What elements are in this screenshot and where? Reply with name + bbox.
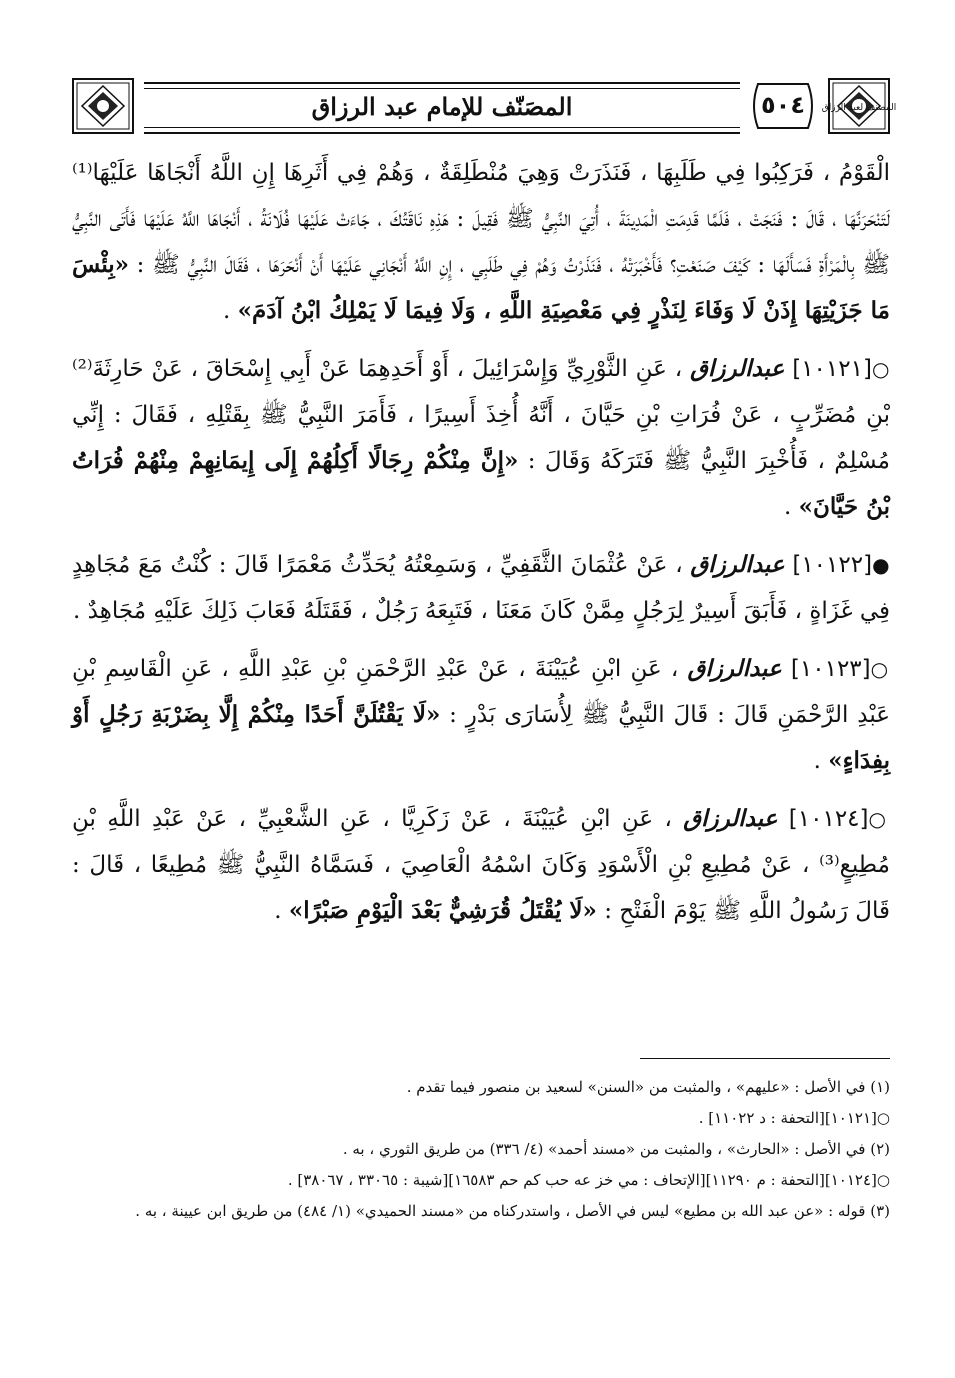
paragraph-tail: . (274, 898, 289, 924)
hadith-entry (72, 542, 890, 634)
page-number-box (748, 80, 818, 132)
ornamental-pattern-icon (72, 78, 134, 134)
paragraph-text: الْقَوْمُ ، فَرَكِبُوا فِي طَلَبِهَا ، فَنَذَرَتْ وَهِيَ مُنْطَلِقَةٌ ، وَهُمْ فِي أَثَرِهَا إِنِ اللَّهُ أَنْجَاهَا عَلَيْهَا⁽¹⁾ لَتَنْحَرَنَّهَا ، قَالَ : فَنَجَتْ ، فَلَمَّا قَدِمَتِ الْمَدِينَةَ ، أُتِيَ النَّبِيُّ ﷺ فَقِيلَ : هَذِهِ نَاقَتُكَ ، جَاءَتْ عَلَيْهَا فُلَانَةُ ، أَنْجَاهَا اللَّهُ عَلَيْهَا فَأَتَى النَّبِيُّ ﷺ بِالْمَرْأَةِ فَسَأَلَهَا : كَيْفَ صَنَعْتِ؟ فَأَخْبَرَتْهُ ، فَنَذَرْتُ وَهُمْ فِي طَلَبِي ، إِنِ اللَّهُ أَنْجَانِي عَلَيْهَا أَنْ أَنْحَرَهَا ، فَقَالَ النَّبِيُّ ﷺ : (72, 160, 891, 278)
paragraph-tail: . (784, 494, 799, 520)
hadith-text: «بِئْسَ مَا جَزَيْتِهَا إِذَنْ لَا وَفَاءَ لِنَذْرٍ فِي مَعْصِيَةِ اللَّهِ ، وَلَا فِيمَا لَا يَمْلِكُ ابْنُ آدَمَ» (72, 251, 890, 324)
footnote: (٢) في الأصل : «الحارث» ، والمثبت من «مسند أحمد» (٤/ ٣٣٦) من طريق الثوري ، به . (342, 1140, 890, 1158)
paragraph-text: ، عَنْ عُثْمَانَ الثَّقَفِيِّ ، وَسَمِعْتُهُ يُحَدِّثُ مَعْمَرًا قَالَ : كُنْتُ مَعَ مُجَاهِدٍ فِي غَزَاةٍ ، فَأَبَقَ أَسِيرٌ لِرَجُلٍ مِمَّنْ كَانَ مَعَنَا ، فَتَبِعَهُ رَجُلٌ ، فَقَتَلَهُ فَعَابَ ذَلِكَ عَلَيْهِ مُجَاهِدٌ . (72, 552, 890, 624)
emblem-text: المصنف لعبد الرزاق (821, 103, 897, 113)
entry-marker: ○ (868, 807, 891, 831)
footnote: (١) في الأصل : «عليهم» ، والمثبت من «السنن» لسعيد بن منصور فيما تقدم . (406, 1078, 890, 1096)
footnote: ○[١٠١٢١][التحفة : د ١١٠٢٢] . (698, 1109, 890, 1127)
entry-marker: ○ (871, 357, 890, 381)
narrator-name: عبدالرزاق (690, 355, 785, 382)
main-text (72, 150, 890, 946)
hadith-number: [١٠١٢٢] (792, 552, 873, 578)
narrator-name: عبدالرزاق (687, 655, 782, 682)
footnotes (72, 1072, 890, 1227)
narrator-name: عبدالرزاق (690, 551, 785, 578)
page-number: ٥٠٤ (761, 91, 805, 119)
running-title: المصَنّف للإمام عبد الرزاق (311, 92, 573, 121)
hadith-text: «لَا يَقْتُلَنَّ أَحَدًا مِنْكُمْ إِلَّا بِضَرْبَةِ رَجُلٍ أَوْ بِفِدَاءٍ» (72, 701, 890, 774)
paragraph-tail: . (813, 748, 829, 774)
paragraph-text: ، عَنِ الثَّوْرِيِّ وَإِسْرَائِيلَ ، أَوْ أَحَدِهِمَا عَنْ أَبِي إِسْحَاقَ ، عَنْ حَارِثَةَ⁽²⁾ بْنِ مُضَرِّبٍ ، عَنْ فُرَاتِ بْنِ حَيَّانَ ، أَنَّهُ أُخِذَ أَسِيرًا ، فَأَمَرَ النَّبِيُّ ﷺ بِقَتْلِهِ ، فَقَالَ : إِنِّي مُسْلِمٌ ، فَأُخْبِرَ النَّبِيُّ ﷺ فَتَرَكَهُ وَقَالَ : (72, 356, 890, 474)
footnote: (٣) قوله : «عن عبد الله بن مطيع» ليس في الأصل ، واستدركناه من «مسند الحميدي» (١/ ٤٨٤) من طريق ابن عيينة ، به . (135, 1202, 890, 1220)
page-header (72, 78, 897, 134)
paragraph-text: ، عَنِ ابْنِ عُيَيْنَةَ ، عَنْ عَبْدِ الرَّحْمَنِ بْنِ عَبْدِ اللَّهِ ، عَنِ الْقَاسِمِ بْنِ عَبْدِ الرَّحْمَنِ قَالَ : قَالَ النَّبِيُّ ﷺ لِأُسَارَى بَدْرٍ : (72, 656, 890, 728)
footnote-divider (640, 1058, 890, 1059)
hadith-entry (72, 646, 890, 784)
footnote: ○[١٠١٢٤][التحفة : م ١١٢٩٠][الإتحاف : مي خز عه حب كم حم ١٦٥٨٣][شيبة : ٣٣٠٦٥ ، ٣٨٠٦٧] . (287, 1171, 890, 1189)
narrator-name: عبدالرزاق (683, 805, 778, 832)
paragraph-text: ، عَنِ ابْنِ عُيَيْنَةَ ، عَنْ زَكَرِيَّا ، عَنِ الشَّعْبِيِّ ، عَنْ عَبْدِ اللَّهِ بْنِ مُطِيعٍ⁽³⁾ ، عَنْ مُطِيعِ بْنِ الْأَسْوَدِ وَكَانَ اسْمُهُ الْعَاصِيَ ، فَسَمَّاهُ النَّبِيُّ ﷺ مُطِيعًا ، قَالَ : قَالَ رَسُولُ اللَّهِ ﷺ يَوْمَ الْفَتْحِ : (72, 806, 890, 924)
hadith-number: [١٠١٢٤] (788, 806, 869, 832)
hadith-number: [١٠١٢٣] (790, 656, 871, 682)
title-frame (144, 82, 740, 134)
hadith-number: [١٠١٢١] (792, 356, 872, 382)
hadith-entry (72, 796, 890, 934)
ornamental-emblem-icon (821, 78, 897, 134)
entry-marker: ● (872, 553, 891, 577)
paragraph-continuation (72, 150, 890, 334)
hadith-text: «إِنَّ مِنْكُمْ رِجَالًا أَكِلُهُمْ إِلَى إِيمَانِهِمْ مِنْهُمْ فُرَاتُ بْنُ حَيَّانَ» (72, 447, 890, 520)
entry-marker: ○ (870, 657, 890, 681)
hadith-entry (72, 346, 890, 530)
hadith-text: «لَا يُقْتَلُ قُرَشِيٌّ بَعْدَ الْيَوْمِ صَبْرًا» (288, 897, 597, 924)
paragraph-tail: . (222, 298, 238, 324)
